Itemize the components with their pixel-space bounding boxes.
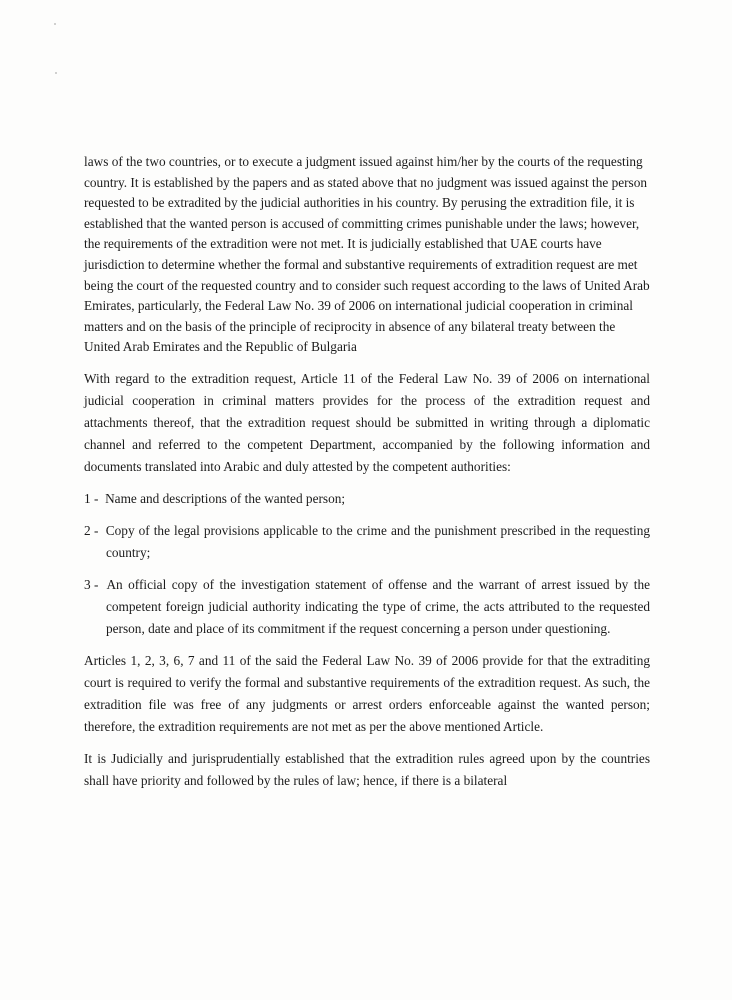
list-item-number: 2 - [84, 522, 102, 538]
list-item [84, 520, 650, 564]
scan-speck [55, 72, 57, 74]
list-item-text: Name and descriptions of the wanted person; [105, 490, 346, 506]
list-item-text: Copy of the legal provisions applicable to the crime and the punishment prescribed in the requesting country; [105, 522, 650, 560]
paragraph-jurisdiction: laws of the two countries, or to execute a judgment issued against him/her by the courts of the requesting country. It is established by the papers and as stated above that no judgment was issued against the person requested to be extradited by the judicial authorities in his country. By perusing the extradition file, it is established that the wanted person is accused of committing crimes punishable under the laws; however, the requirements of the extradition were not met. It is judicially established that UAE courts have jurisdiction to determine whether the formal and substantive requirements of extradition request are met being the court of the requested country and to consider such request according to the laws of United Arab Emirates, particularly, the Federal Law No. 39 of 2006 on international judicial cooperation in criminal matters and on the basis of the principle of reciprocity in absence of any bilateral treaty between the United Arab Emirates and the Republic of Bulgaria [84, 154, 650, 355]
paragraph-jurisprudence: It is Judicially and jurisprudentially established that the extradition rules agreed upon by the countries shall have priority and followed by the rules of law; hence, if there is a bilateral [84, 750, 650, 788]
paragraph-articles: Articles 1, 2, 3, 6, 7 and 11 of the said the Federal Law No. 39 of 2006 provide for that the extraditing court is required to verify the formal and substantive requirements of the extradition request. As such, the extradition file was free of any judgments or arrest orders enforceable against the wanted person; therefore, the extradition requirements are not met as per the above mentioned Article. [84, 652, 650, 734]
document-body [84, 152, 650, 802]
list-item [84, 488, 650, 510]
list-item-number: 1 - [84, 490, 102, 506]
paragraph-extradition-request: With regard to the extradition request, Article 11 of the Federal Law No. 39 of 2006 on international judicial cooperation in criminal matters provides for the process of the extradition request and attachments thereof, that the extradition request should be submitted in writing through a diplomatic channel and referred to the competent Department, accompanied by the following information and documents translated into Arabic and duly attested by the competent authorities: [84, 370, 650, 474]
list-item-number: 3 - [84, 576, 102, 592]
list-item [84, 574, 650, 640]
list-item-text: An official copy of the investigation statement of offense and the warrant of arrest issued by the competent foreign judicial authority indicating the type of crime, the acts attributed to the requested person, date and place of its commitment if the request concerning a person under questioning. [106, 576, 650, 636]
scan-speck [54, 23, 56, 25]
